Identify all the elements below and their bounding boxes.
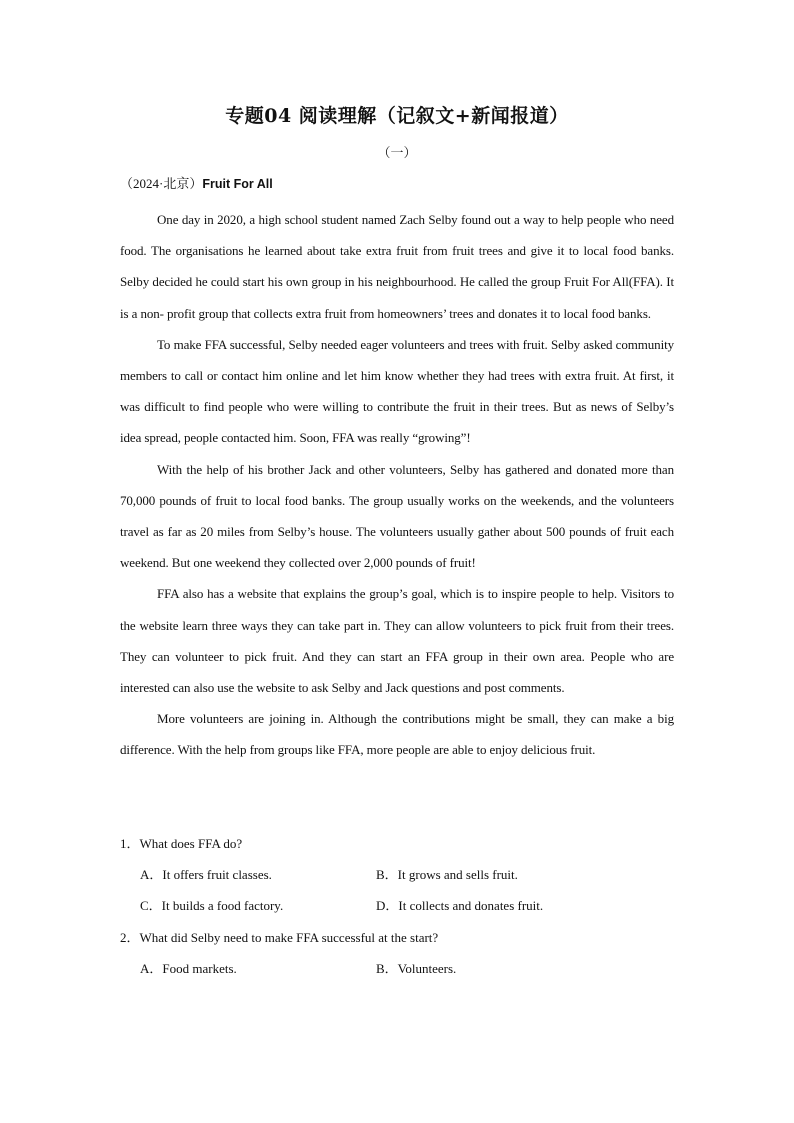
page-title: 专题04 阅读理解（记叙文+新闻报道） xyxy=(225,105,569,127)
option-d: D．It collects and donates fruit. xyxy=(376,898,544,914)
option-row xyxy=(120,859,674,890)
paragraph: With the help of his brother Jack and other volunteers, Selby has gathered and donated more than 70,000 pounds of fruit to local food banks. The group usually works on the weekends, and the volunteers travel as far as 20 miles from Selby’s house. The volunteers usually gather about 500 pounds of fruit each weekend. But one weekend they collected over 2,000 pounds of fruit! xyxy=(120,461,674,571)
question-stem: 1．What does FFA do? xyxy=(120,836,243,851)
option-c: C．It builds a food factory. xyxy=(140,898,284,914)
question-list xyxy=(120,828,674,984)
passage-title: Fruit For All xyxy=(202,177,273,191)
option-a: A．It offers fruit classes. xyxy=(140,867,272,883)
option-a: A．Food markets. xyxy=(140,960,237,976)
paragraph: More volunteers are joining in. Although the contributions might be small, they can make a big difference. With the help from groups like FFA, more people are able to enjoy delicious fruit. xyxy=(120,711,674,758)
passage-source: （2024·北京） xyxy=(120,176,203,191)
passage-heading xyxy=(120,176,273,192)
option-row xyxy=(120,953,674,984)
paragraph: To make FFA successful, Selby needed eager volunteers and trees with fruit. Selby asked community members to call or contact him online and let him know whether they had trees with extra fruit. At first, it was difficult to find people who were willing to contribute the fruit in their trees. But as news of Selby’s idea spread, people contacted him. Soon, FFA was really “growing”! xyxy=(120,336,674,446)
section-number: （一） xyxy=(377,145,417,160)
option-b: B．Volunteers. xyxy=(376,960,457,976)
paragraph: One day in 2020, a high school student named Zach Selby found out a way to help people who need food. The organisations he learned about take extra fruit from fruit trees and give it to local food banks. Selby decided he could start his own group in his neighbourhood. He called the group Fruit For All(FFA). It is a non- profit group that collects extra fruit from homeowners’ trees and donates it to local food banks. xyxy=(120,212,674,321)
question-stem: 2．What did Selby need to make FFA successful at the start? xyxy=(120,929,439,945)
paragraph: FFA also has a website that explains the group’s goal, which is to inspire people to help. Visitors to the website learn three ways they can take part in. They can allow volunteers to pick fruit from their trees. They can volunteer to pick fruit. And they can start an FFA group in their own area. People who are interested can also use the website to ask Selby and Jack questions and post comments. xyxy=(120,586,674,696)
passage-body xyxy=(120,204,674,766)
option-row xyxy=(120,890,674,921)
option-b: B．It grows and sells fruit. xyxy=(376,867,518,883)
